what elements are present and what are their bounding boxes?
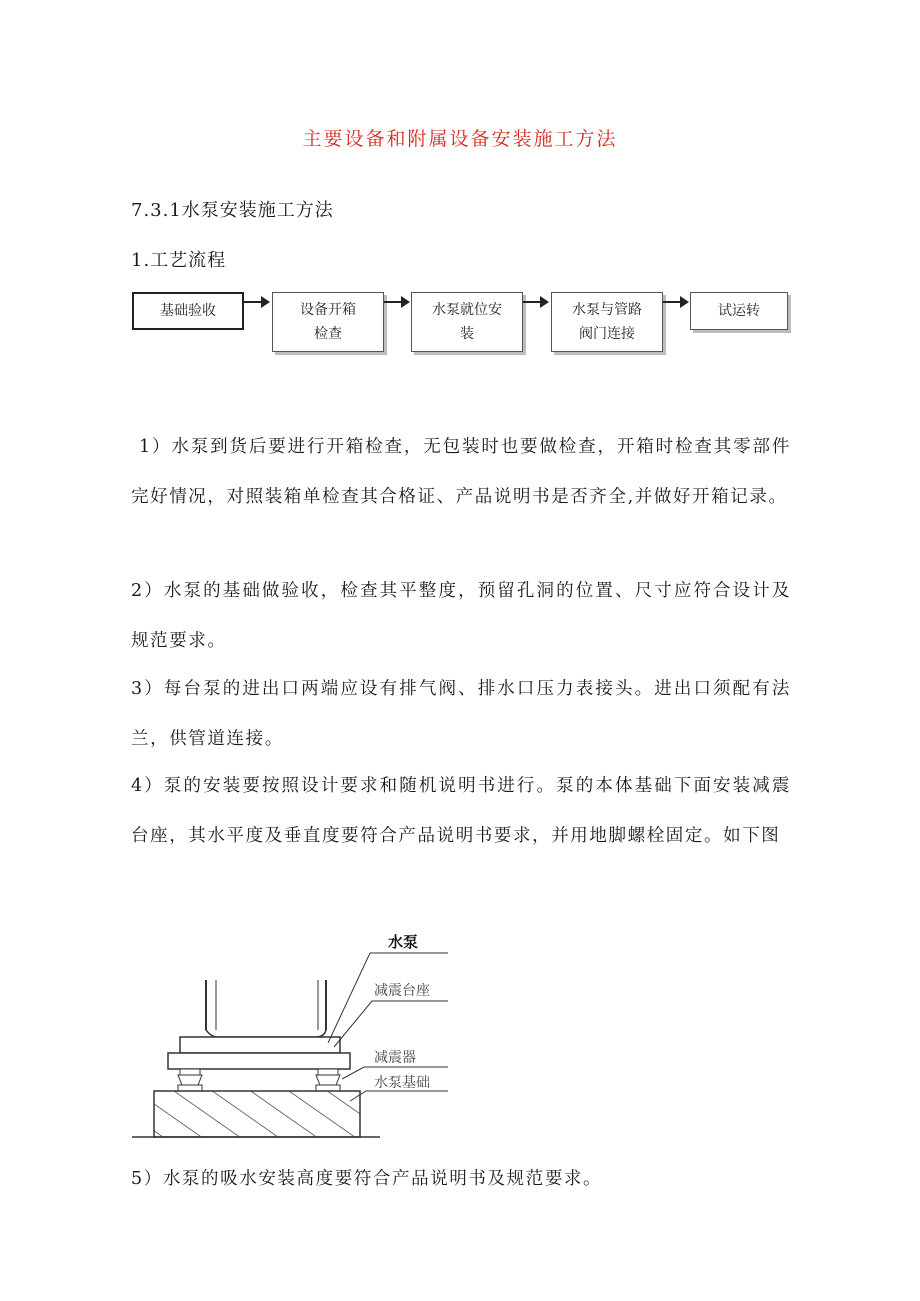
- paragraph-1: 1）水泵到货后要进行开箱检查，无包装时也要做检查，开箱时检查其零部件完好情况，对照装箱单检查其合格证、产品说明书是否齐全,并做好开箱记录。: [131, 437, 791, 507]
- flow-step-5: [690, 292, 788, 330]
- flow-step-2-line1: 设备开箱: [300, 302, 356, 318]
- pump-foundation: [154, 1091, 360, 1137]
- subheading: 1.工艺流程: [131, 250, 227, 271]
- document-title: 主要设备和附属设备安装施工方法: [302, 128, 618, 150]
- paragraph-2: 2）水泵的基础做验收，检查其平整度，预留孔洞的位置、尺寸应符合设计及规范要求。: [131, 581, 791, 651]
- flow-arrow-1: [244, 301, 268, 303]
- flow-step-3-line2: 装: [460, 326, 474, 342]
- flow-step-1-label: 基础验收: [160, 303, 216, 319]
- pump-installation-diagram: [128, 925, 458, 1145]
- paragraph-3: 3）每台泵的进出口两端应设有排气阀、排水口压力表接头。进出口须配有法兰，供管道连接。: [131, 679, 791, 749]
- damping-base-plate: [168, 1053, 350, 1069]
- flow-arrow-3: [523, 301, 547, 303]
- flow-step-3: [411, 292, 523, 352]
- flow-step-4: [551, 292, 663, 352]
- flow-arrow-4: [663, 301, 687, 303]
- damper-right: [316, 1069, 340, 1091]
- damping-base: [180, 1037, 340, 1053]
- label-damping-base: 减震台座: [374, 983, 430, 999]
- section-heading: 7.3.1水泵安装施工方法: [131, 200, 334, 221]
- label-foundation: 水泵基础: [374, 1075, 430, 1091]
- paragraph-4: 4）泵的安装要按照设计要求和随机说明书进行。泵的本体基础下面安装减震台座，其水平度及垂直度要符合产品说明书要求，并用地脚螺栓固定。如下图: [131, 776, 791, 846]
- pump-body: [206, 980, 326, 1037]
- label-pump: 水泵: [388, 933, 419, 951]
- damper-left: [178, 1069, 202, 1091]
- paragraph-5: 5）水泵的吸水安装高度要符合产品说明书及规范要求。: [131, 1169, 603, 1189]
- flow-step-2: [272, 292, 384, 352]
- flow-arrow-2: [384, 301, 408, 303]
- flow-step-4-line2: 阀门连接: [579, 326, 635, 342]
- flow-step-3-line1: 水泵就位安: [432, 302, 502, 318]
- label-damper: 减震器: [374, 1050, 416, 1066]
- flow-step-1: [132, 292, 244, 330]
- flow-step-4-line1: 水泵与管路: [572, 302, 642, 318]
- flow-step-2-line2: 检查: [314, 326, 342, 342]
- flow-step-5-label: 试运转: [718, 303, 760, 319]
